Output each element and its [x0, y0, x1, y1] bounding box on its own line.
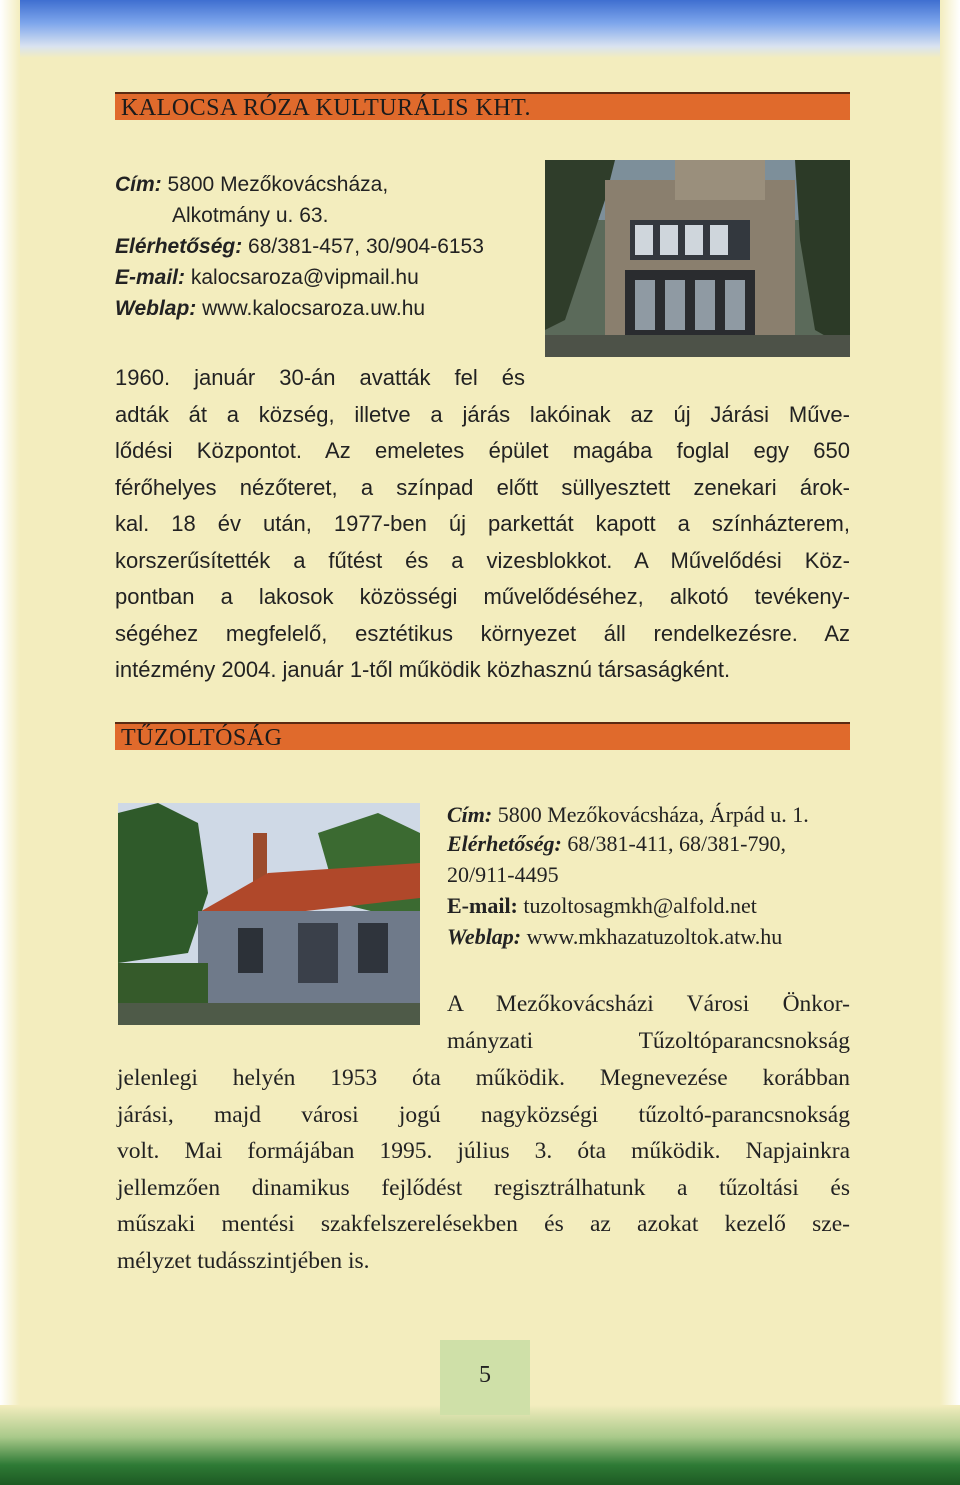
right-page-edge [940, 0, 960, 1485]
address-line [115, 170, 388, 200]
contact-line-2: 20/911-4495 [447, 862, 559, 887]
address-value: 5800 Mezőkovácsháza, Árpád u. 1. [497, 802, 809, 827]
paragraph-line: ségéhez megfelelő, esztétikus környezet áll rendelkezésre. Az [115, 620, 850, 646]
section-title-tuzoltosag: TŰZOLTÓSÁG [115, 722, 850, 750]
address-line [447, 800, 809, 830]
paragraph-line: kal. 18 év után, 1977-ben új parkettát kapott a színházterem, [115, 511, 850, 536]
address-value: 5800 Mezőkovácsháza, [167, 173, 389, 196]
contact-label: Elérhetőség: [115, 235, 243, 258]
web-line [115, 294, 425, 324]
paragraph-line: lődési Központot. Az emeletes épület magába foglal egy 650 [115, 438, 850, 463]
contact-label: Elérhetőség: [447, 831, 562, 856]
contact-line [115, 232, 484, 262]
paragraph-line: 1960. január 30-án avatták fel és [115, 365, 525, 390]
email-line [115, 263, 419, 293]
fire-station-description [117, 1060, 850, 1279]
web-value: www.kalocsaroza.uw.hu [202, 297, 426, 320]
paragraph-line: volt. Mai formájában 1995. július 3. óta működik. Napjainkra [117, 1138, 850, 1164]
paragraph-line: férőhelyes nézőteret, a színpad előtt süllyesztett zenekari árok- [115, 474, 850, 500]
address-label: Cím: [447, 802, 493, 827]
paragraph-line: jelenlegi helyén 1953 óta működik. Megnevezése korábban [117, 1065, 850, 1091]
page-number: 5 [440, 1340, 530, 1415]
paragraph-line: pontban a lakosok közösségi művelődéséhez, alkotó tevékeny- [115, 584, 850, 609]
email-value: tuzoltosagmkh@alfold.net [523, 893, 757, 918]
paragraph-line: adták át a község, illetve a járás lakóinak az új Járási Műve- [115, 401, 850, 427]
email-label: E-mail: [447, 893, 518, 918]
paragraph-line: műszaki mentési szakfelszerelésekben és az azokat kezelő sze- [117, 1211, 850, 1237]
fire-station-description-top [447, 986, 850, 1059]
bottom-decorative-band [0, 1405, 960, 1485]
contact-value: 68/381-411, 68/381-790, [567, 831, 786, 856]
fire-station-photo [118, 803, 420, 1025]
culture-center-description [115, 360, 850, 689]
paragraph-line: járási, majd városi jogú nagyközségi tűzoltó-parancsnokság [117, 1101, 850, 1128]
address-line-2: Alkotmány u. 63. [172, 204, 329, 227]
culture-center-photo [545, 160, 850, 357]
paragraph-line: A Mezőkovácsházi Városi Önkor- [447, 991, 850, 1017]
web-line [447, 922, 782, 952]
email-label: E-mail: [115, 266, 186, 289]
contact-line [447, 829, 786, 859]
web-label: Weblap: [447, 924, 522, 949]
paragraph-line: korszerűsítették a fűtést és a vizesblokkot. A Művelődési Köz- [115, 547, 850, 573]
web-value: www.mkhazatuzoltok.atw.hu [526, 924, 783, 949]
left-page-edge [0, 0, 20, 1485]
paragraph-line: mányzati Tűzoltóparancsnokság [447, 1027, 850, 1054]
address-label: Cím: [115, 173, 162, 196]
paragraph-line: jellemzően dinamikus fejlődést regisztrálhatunk a tűzoltási és [117, 1174, 850, 1201]
web-label: Weblap: [115, 297, 197, 320]
contact-value: 68/381-457, 30/904-6153 [248, 235, 484, 258]
section-title-kalocsa-roza: KALOCSA RÓZA KULTURÁLIS KHT. [115, 92, 850, 120]
top-decorative-band [0, 0, 960, 58]
paragraph-line: mélyzet tudásszintjében is. [117, 1247, 370, 1274]
paragraph-line: intézmény 2004. január 1-től működik közhasznú társaságként. [115, 657, 731, 682]
email-line [447, 891, 757, 921]
email-value: kalocsaroza@vipmail.hu [190, 266, 419, 289]
